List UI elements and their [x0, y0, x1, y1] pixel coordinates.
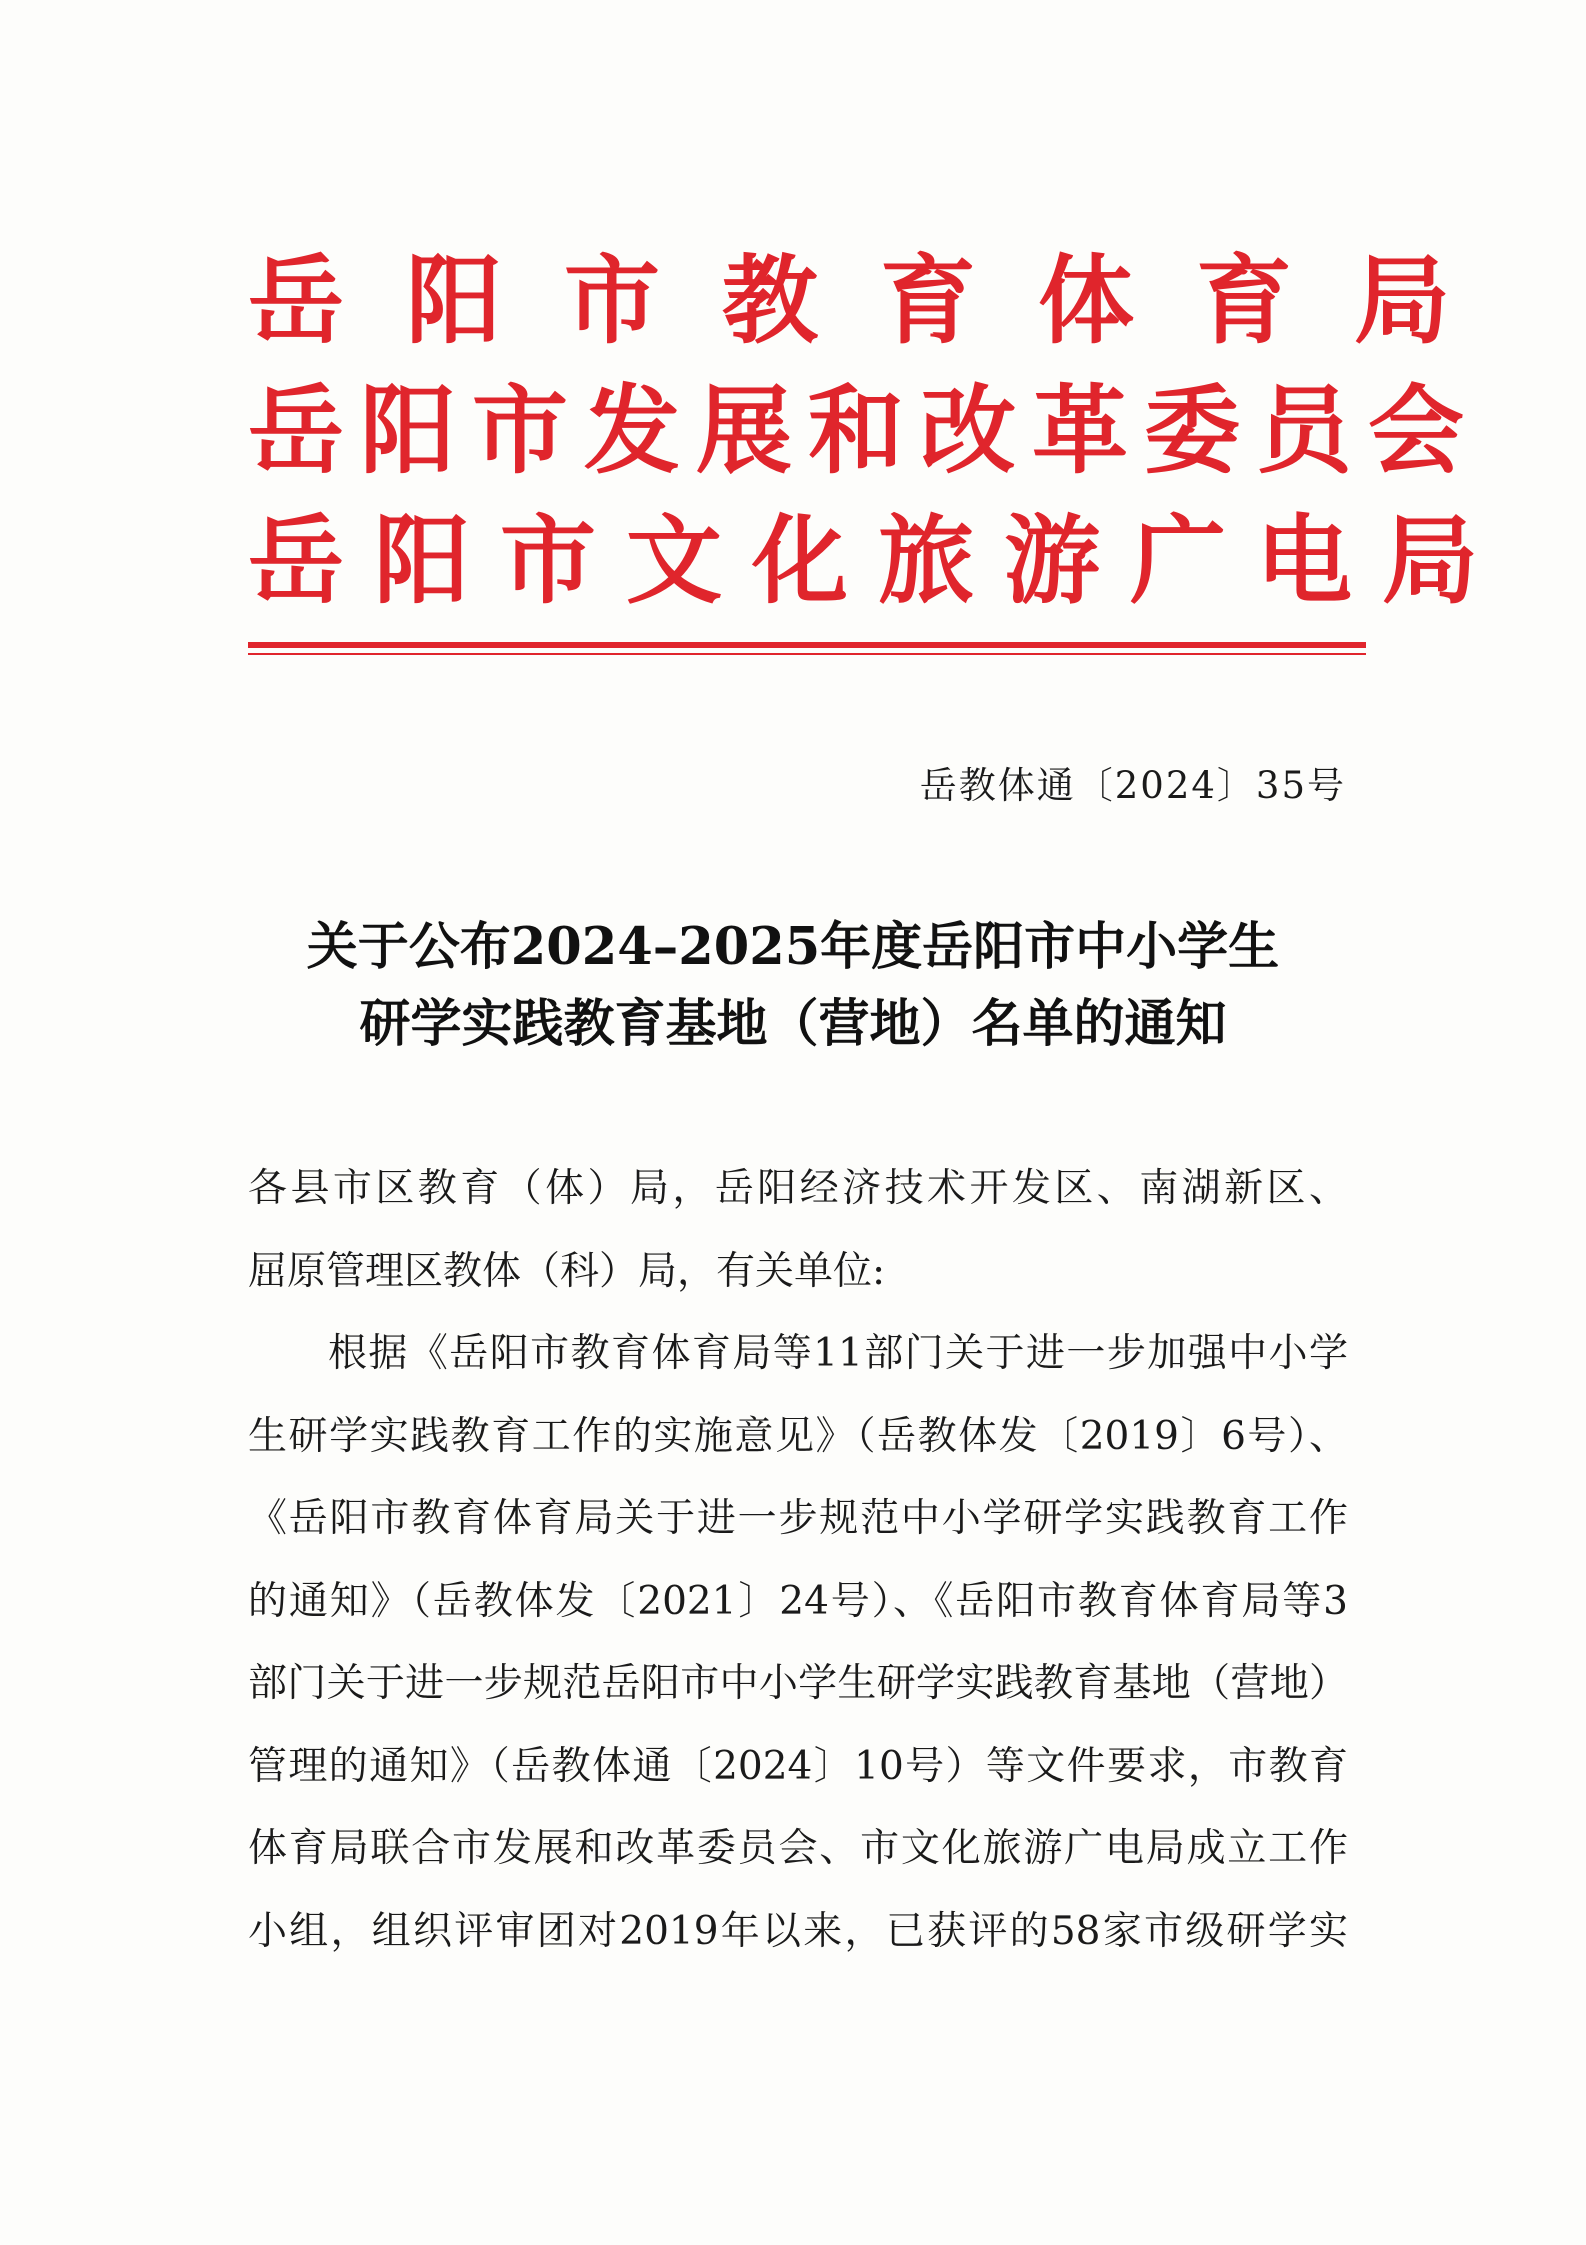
org-name-culture-tourism-bureau: 岳阳市文化旅游广电局 [248, 504, 1508, 617]
body-line: 《岳阳市教育体育局关于进一步规范中小学研学实践教育工作 [248, 1496, 1348, 1541]
body-line: 管理的通知》（岳教体通〔2024〕10号）等文件要求，市教育 [248, 1743, 1348, 1789]
issuing-organizations-header [248, 236, 1512, 626]
header-red-rule-thin [248, 653, 1366, 655]
document-title-line-2: 研学实践教育基地（营地）名单的通知 [359, 994, 1227, 1054]
body-line: 部门关于进一步规范岳阳市中小学生研学实践教育基地（营地） [248, 1661, 1348, 1706]
body-line: 的通知》（岳教体发〔2021〕24号）、《岳阳市教育体育局等3 [248, 1578, 1348, 1624]
body-line: 生研学实践教育工作的实施意见》（岳教体发〔2019〕6号）、 [248, 1413, 1348, 1459]
body-line: 体育局联合市发展和改革委员会、市文化旅游广电局成立工作 [248, 1826, 1348, 1871]
body-line: 根据《岳阳市教育体育局等11部门关于进一步加强中小学 [328, 1331, 1348, 1376]
body-line: 各县市区教育（体）局，岳阳经济技术开发区、南湖新区、 [248, 1166, 1348, 1211]
org-name-development-reform-commission: 岳阳市发展和改革委员会 [248, 374, 1480, 487]
org-name-education-sports-bureau: 岳阳市教育体育局 [248, 244, 1512, 357]
header-red-rule [248, 642, 1366, 648]
body-line: 屈原管理区教体（科）局，有关单位: [248, 1248, 886, 1294]
document-title-line-1: 关于公布2024–2025年度岳阳市中小学生 [306, 917, 1280, 977]
document-number: 岳教体通〔2024〕35号 [919, 764, 1346, 807]
document-body [248, 1148, 1348, 1973]
body-line: 小组，组织评审团对2019年以来，已获评的58家市级研学实 [248, 1908, 1348, 1954]
